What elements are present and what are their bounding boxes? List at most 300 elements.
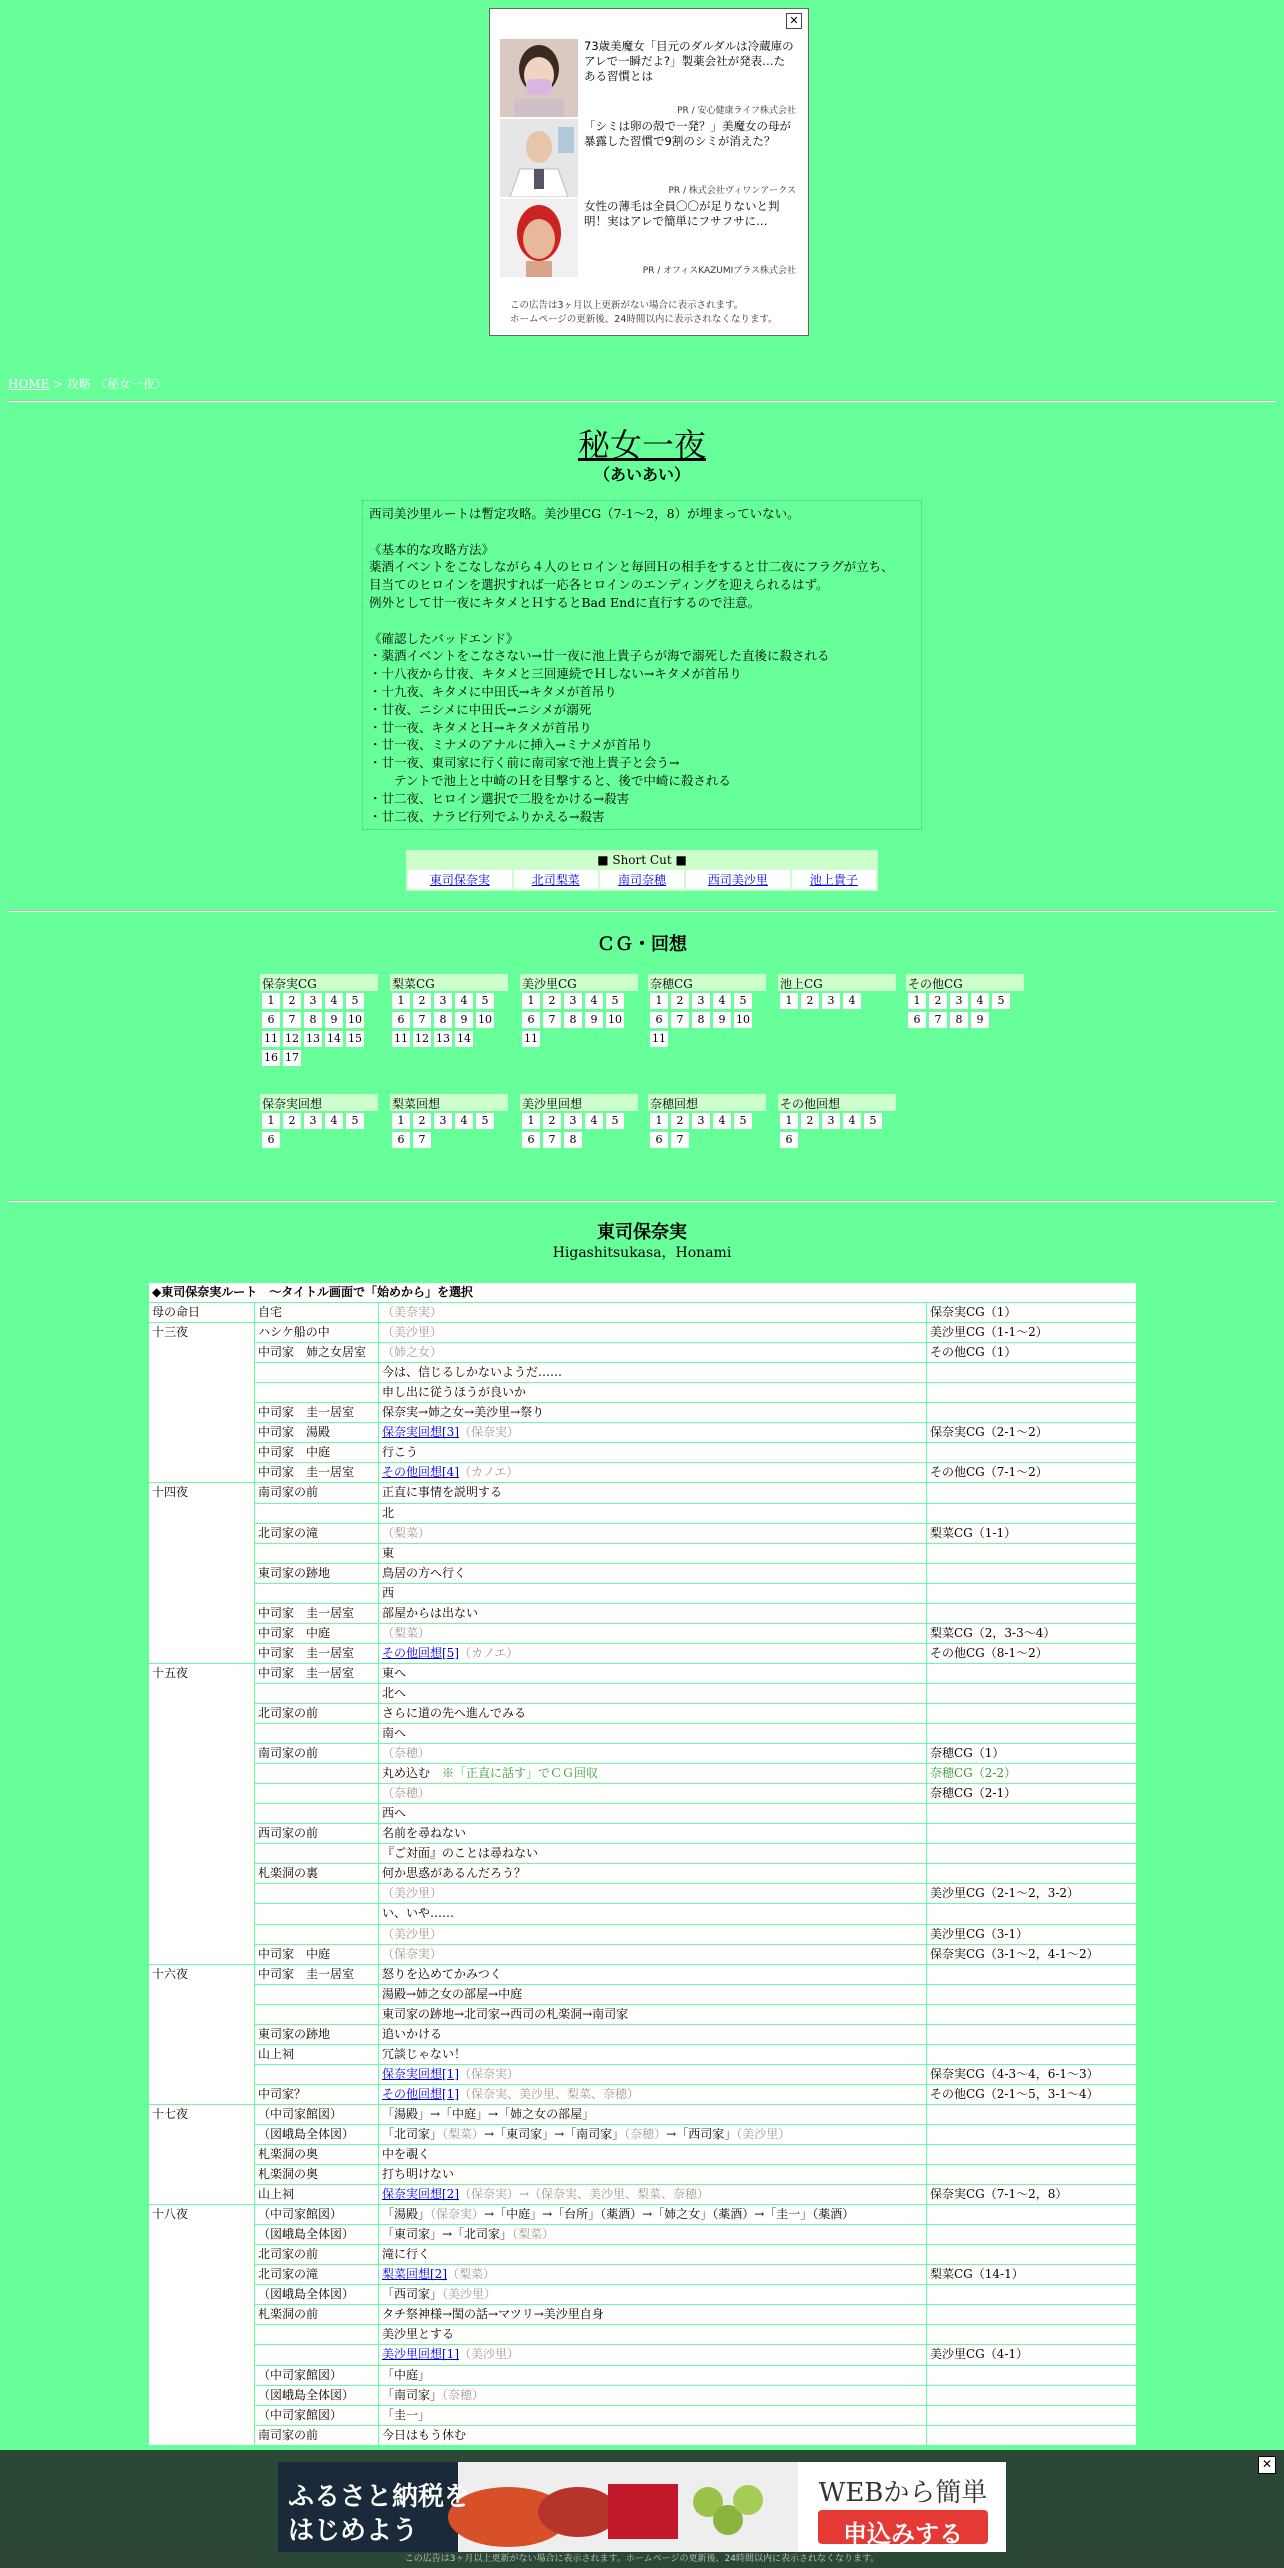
cell-text: 保奈実CG（2-1～2） [930,1425,1048,1440]
result-cell [927,2145,1137,2165]
cg-cell[interactable]: 6 [262,1132,280,1148]
cell-text: （カノエ） [459,1465,519,1480]
action-cell [379,1623,927,1643]
table-row [149,2245,1137,2265]
cg-cell[interactable]: 4 [713,993,731,1009]
cg-group-heading: 奈穂CG [648,974,766,991]
kaiso-link[interactable]: 梨菜回想[2] [382,2267,447,2282]
cg-cell[interactable]: 6 [522,1012,540,1028]
action-cell [379,2024,927,2044]
result-cell [927,2345,1137,2365]
cg-cell[interactable]: 11 [524,1032,538,1045]
cg-cell[interactable]: 1 [522,1113,540,1129]
ad-pr: PR / オフィスKAZUMIプラス株式会社 [642,266,796,276]
cg-cell[interactable]: 8 [434,1012,452,1028]
cg-group-heading: 保奈実回想 [260,1094,378,1111]
cell-text: 打ち明けない [382,2167,455,2182]
divider [8,1200,1276,1202]
cg-cell[interactable]: 5 [606,1113,624,1129]
place-cell: （図峨島全体図） [255,2225,379,2245]
bad-end-line: ・廿二夜、ヒロイン選択で二股をかける→殺害 [369,790,630,806]
cg-cell[interactable]: 7 [671,1132,689,1148]
shortcut-link-misari[interactable]: 西司美沙里 [707,873,768,887]
cg-cell[interactable]: 8 [692,1012,710,1028]
cg-cell[interactable]: 7 [413,1132,431,1148]
place-cell: （中司家館図） [255,2405,379,2425]
cg-cell[interactable]: 1 [262,1113,280,1129]
cg-cell[interactable]: 8 [950,1012,968,1028]
cg-cell[interactable]: 5 [346,993,364,1009]
cg-cell[interactable]: 13 [306,1032,320,1045]
cg-cell[interactable]: 3 [564,1113,582,1129]
cg-cell[interactable]: 3 [304,993,322,1009]
bottom-ad-cta-button[interactable]: 申込みする [843,2519,963,2548]
ad-text[interactable]: 73歳美魔女「目元のダルダルは冷蔵庫のアレで一瞬だよ?」製薬会社が発表…たある習慣とは [584,39,794,83]
place-cell: 自宅 [255,1303,379,1323]
cg-cell[interactable]: 17 [285,1051,299,1064]
table-row [149,2145,1137,2165]
cg-cell[interactable]: 4 [971,993,989,1009]
place-cell: 南司家の前 [255,1744,379,1764]
place-cell: 中司家 湯殿 [255,1423,379,1443]
cell-text: 保奈実CG（3-1～2，4-1～2） [930,1946,1099,1961]
result-cell [927,2104,1137,2124]
cg-cell[interactable]: 3 [822,1113,840,1129]
cg-cell[interactable]: 16 [264,1051,278,1064]
cell-text: 怒りを込めてかみつく [382,1966,502,1981]
cg-group [520,974,638,1049]
cell-text: 美沙里CG（3-1） [930,1926,1029,1941]
action-cell [379,1703,927,1723]
cg-cell[interactable]: 2 [543,1113,561,1129]
cg-cell[interactable]: 9 [585,1012,603,1028]
bad-end-line: ・廿二夜、ナラビ行列でふりかえる→殺害 [369,808,605,824]
table-row [149,1423,1137,1443]
result-cell [927,2425,1137,2445]
cg-cell[interactable]: 2 [413,993,431,1009]
cg-cell[interactable]: 6 [392,1012,410,1028]
place-cell: 北司家の滝 [255,2265,379,2285]
cg-cells [390,1111,508,1150]
kaiso-link[interactable]: 美沙里回想[1] [382,2347,459,2362]
shortcut-link-naho[interactable]: 南司奈穂 [617,873,666,887]
cg-cell[interactable]: 3 [822,993,840,1009]
action-cell [379,1784,927,1804]
cg-group-heading: その他CG [906,974,1024,991]
action-cell [379,2064,927,2084]
cg-group [520,1094,638,1150]
result-cell [927,1303,1137,1323]
top-ad[interactable] [489,8,809,336]
result-cell [927,1784,1137,1804]
shortcut-cell [514,870,598,889]
result-cell [927,1663,1137,1683]
table-row [149,2124,1137,2144]
cg-cell[interactable]: 1 [392,993,410,1009]
shortcut-cell [686,870,790,889]
result-cell [927,1824,1137,1844]
table-row [149,1904,1137,1924]
result-cell [927,1483,1137,1503]
action-cell [379,1964,927,1984]
cell-text: その他CG（8-1～2） [930,1645,1048,1660]
cg-cell[interactable]: 6 [650,1132,668,1148]
cg-cell[interactable]: 3 [950,993,968,1009]
cell-text: 「南司家」 [382,2387,443,2402]
cg-cell[interactable]: 4 [455,993,473,1009]
cg-cell[interactable]: 9 [455,1012,473,1028]
place-cell [255,1884,379,1904]
kaiso-link[interactable]: 保奈実回想[1] [382,2066,459,2081]
shortcut-heading: ■ Short Cut ■ [408,852,876,868]
cell-text: 東司家の跡地→北司家→西司の札楽洞→南司家 [382,2006,629,2021]
ad-close-icon[interactable]: ✕ [786,13,802,29]
action-cell [379,1884,927,1904]
place-cell: 南司家の前 [255,1483,379,1503]
result-cell [927,1383,1137,1403]
cg-cell[interactable]: 2 [283,1113,301,1129]
place-cell: 東司家の跡地 [255,2024,379,2044]
cg-group-heading: 保奈実CG [260,974,378,991]
shortcut-cell [792,870,876,889]
cg-cell[interactable]: 7 [413,1012,431,1028]
cg-cell[interactable]: 14 [457,1032,471,1045]
ad-thumb-doctor [500,119,578,197]
action-cell [379,1463,927,1483]
ad-text[interactable]: 女性の薄毛は全員〇〇が足りないと判明！実はアレで簡単にフサフサに… [584,199,780,228]
table-row [149,1703,1137,1723]
table-row [149,1523,1137,1543]
cg-cell[interactable]: 13 [436,1032,450,1045]
result-cell [927,1403,1137,1423]
cg-cell[interactable]: 2 [671,1113,689,1129]
action-cell [379,1423,927,1443]
action-cell [379,2385,927,2405]
cg-cell[interactable]: 8 [564,1012,582,1028]
cg-cell[interactable]: 11 [264,1032,278,1045]
action-cell [379,1363,927,1383]
cg-group [648,974,766,1049]
ad-pr: PR / 株式会社ヴィワンアークス [668,186,796,196]
table-row [149,1824,1137,1844]
cg-cell[interactable]: 4 [843,993,861,1009]
table-row [149,1643,1137,1663]
cell-text: 湯殿→姉之女の部屋→中庭 [382,1986,523,2001]
cell-text: （保奈実） [459,1425,520,1440]
action-cell [379,2145,927,2165]
cg-cell[interactable]: 9 [971,1012,989,1028]
cg-cell[interactable]: 5 [734,1113,752,1129]
result-cell [927,1463,1137,1483]
action-cell [379,1643,927,1663]
cg-cell[interactable]: 4 [713,1113,731,1129]
cg-cell[interactable]: 9 [325,1012,343,1028]
cg-cell[interactable]: 1 [908,993,926,1009]
divider [8,400,1276,402]
table-row [149,1623,1137,1643]
cell-text: その他CG（7-1～2） [930,1465,1048,1480]
cell-text: 美沙里CG（2-1～2，3-2） [930,1886,1080,1901]
cell-text: （奈穂） [382,1746,431,1761]
cell-text: →「東司家」→「南司家」 [484,2126,625,2141]
table-row [149,1363,1137,1383]
table-row [149,1543,1137,1563]
cg-cell[interactable]: 6 [522,1132,540,1148]
cg-cells [260,991,378,1068]
result-cell [927,1523,1137,1543]
breadcrumb [8,375,167,392]
shortcut-cell [600,870,684,889]
cell-text: その他CG（1） [930,1345,1017,1360]
kaiso-link[interactable]: その他回想[4] [382,1465,459,1480]
cell-text: 追いかける [382,2026,443,2041]
cell-text: 中を覗く [382,2147,431,2162]
cg-cell[interactable]: 2 [671,993,689,1009]
cg-cell[interactable]: 5 [864,1113,882,1129]
result-cell [927,1543,1137,1563]
cg-cell[interactable]: 1 [780,1113,798,1129]
cg-cell[interactable]: 5 [606,993,624,1009]
cg-cell[interactable]: 9 [713,1012,731,1028]
cg-cell[interactable]: 2 [929,993,947,1009]
place-cell: 中司家 中庭 [255,1944,379,1964]
place-cell [255,1724,379,1744]
kaiso-link[interactable]: その他回想[1] [382,2086,459,2101]
cg-cell[interactable]: 5 [346,1113,364,1129]
cell-text: 梨菜CG（14-1） [930,2267,1024,2282]
ad-note-line: ホームページの更新後、24時間以内に表示されなくなります。 [510,314,778,325]
cg-cell[interactable]: 1 [650,1113,668,1129]
cg-cell[interactable]: 3 [564,993,582,1009]
basic-strategy-line: 薬酒イベントをこなしながら４人のヒロインと毎回Ｈの相手をすると廿二夜にフラグが立ち、 [369,559,894,575]
cg-cell[interactable]: 6 [780,1132,798,1148]
cg-group-heading: 梨菜回想 [390,1094,508,1111]
action-cell [379,1383,927,1403]
cell-text: 保奈実CG（4-3～4，6-1～3） [930,2066,1099,2081]
cg-cell[interactable]: 8 [564,1132,582,1148]
result-cell [927,2084,1137,2104]
cg-cells [906,991,1024,1030]
cg-cell[interactable]: 3 [434,993,452,1009]
place-cell: 西司家の前 [255,1824,379,1844]
place-cell: 北司家の前 [255,2245,379,2265]
place-cell: 中司家 中庭 [255,1623,379,1643]
place-cell [255,2345,379,2365]
action-cell [379,2044,927,2064]
cg-cell[interactable]: 3 [304,1113,322,1129]
cg-cell[interactable]: 7 [671,1012,689,1028]
ad-item[interactable] [500,199,800,279]
cell-text: 部屋からは出ない [382,1605,479,1620]
table-row [149,1864,1137,1884]
cg-cell[interactable]: 2 [801,993,819,1009]
cg-cells [648,1111,766,1150]
cg-cell[interactable]: 1 [522,993,540,1009]
ad-item[interactable] [500,119,800,199]
cg-cell[interactable]: 10 [608,1013,622,1026]
cg-cell[interactable]: 4 [585,1113,603,1129]
action-cell [379,1764,927,1784]
page-title-reading: （あいあい） [593,465,690,484]
cg-cell[interactable]: 1 [262,993,280,1009]
action-cell [379,2225,927,2245]
table-row [149,2265,1137,2285]
shortcut-link-honami[interactable]: 東司保奈実 [429,873,490,887]
night-cell: 十六夜 [149,1964,255,2104]
basic-strategy-heading: 《基本的な攻略方法》 [369,541,495,557]
place-cell: 札楽洞の奥 [255,2165,379,2185]
cell-text: 南へ [382,1726,407,1741]
cg-group [260,1094,378,1150]
place-cell: （中司家館図） [255,2365,379,2385]
bottom-ad-close-icon[interactable]: ✕ [1258,2456,1276,2474]
cell-text: 申し出に従うほうが良いか [382,1385,527,1400]
cell-text: （カノエ） [459,1645,519,1660]
cg-cell[interactable]: 11 [652,1032,666,1045]
action-cell [379,2285,927,2305]
cg-cell[interactable]: 4 [455,1113,473,1129]
table-row [149,1663,1137,1683]
result-cell [927,2124,1137,2144]
cell-text: （保奈実） [430,2207,485,2222]
cg-cell[interactable]: 10 [736,1013,750,1026]
cg-cells [390,991,508,1049]
cg-cell[interactable]: 14 [327,1032,341,1045]
cell-text: （梨菜） [382,1525,431,1540]
cell-text: 「湯殿」→「中庭」→「姉之女の部屋」 [382,2106,595,2121]
place-cell: （図峨島全体図） [255,2385,379,2405]
table-row [149,1603,1137,1623]
cg-cell[interactable]: 8 [304,1012,322,1028]
divider [8,910,1276,912]
cell-text: 「西司家」 [382,2287,443,2302]
cg-cell[interactable]: 7 [929,1012,947,1028]
cg-cell[interactable]: 5 [734,993,752,1009]
night-cell: 十七夜 [149,2104,255,2204]
kaiso-link[interactable]: 保奈実回想[3] [382,1425,459,1440]
table-row [149,1764,1137,1784]
action-cell [379,1543,927,1563]
cell-text: 名前を尋ねない [382,1826,467,1841]
cg-cell[interactable]: 12 [285,1032,299,1045]
cg-cell[interactable]: 4 [325,1113,343,1129]
bottom-ad-banner[interactable] [278,2462,1006,2552]
cg-cell[interactable]: 10 [478,1013,492,1026]
kaiso-link[interactable]: 保奈実回想[2] [382,2187,459,2202]
table-row [149,1964,1137,1984]
cg-cell[interactable]: 2 [801,1113,819,1129]
table-row [149,1343,1137,1363]
cell-text: （美沙里） [382,1926,443,1941]
table-row [149,1563,1137,1583]
cg-cell[interactable]: 7 [543,1132,561,1148]
place-cell: 山上祠 [255,2044,379,2064]
cg-cell[interactable]: 6 [262,1012,280,1028]
place-cell [255,2064,379,2084]
cg-cell[interactable]: 7 [283,1012,301,1028]
cg-cell[interactable]: 5 [992,993,1010,1009]
result-cell [927,1563,1137,1583]
result-cell [927,2245,1137,2265]
cg-cell[interactable]: 3 [692,1113,710,1129]
shortcut-link-rina[interactable]: 北司梨菜 [531,873,580,887]
breadcrumb-home-link[interactable]: HOME [8,377,50,391]
cg-cell[interactable]: 10 [348,1013,362,1026]
cg-cell[interactable]: 6 [392,1132,410,1148]
cell-text: 「中庭」 [382,2367,431,2382]
kaiso-link[interactable]: その他回想[5] [382,1645,459,1660]
table-row [149,1583,1137,1603]
action-cell [379,2305,927,2325]
cg-cell[interactable]: 6 [650,1012,668,1028]
result-cell [927,1764,1137,1784]
bad-end-line: テントで池上と中崎のＨを目撃すると、後で中崎に殺される [369,772,731,788]
cg-cell[interactable]: 1 [392,1113,410,1129]
result-cell [927,1904,1137,1924]
cg-cell[interactable]: 5 [476,1113,494,1129]
cg-cell[interactable]: 4 [325,993,343,1009]
result-cell [927,1724,1137,1744]
place-cell: 中司家 圭一居室 [255,1643,379,1663]
shortcut-link-ikegami[interactable]: 池上貴子 [809,873,858,887]
night-cell: 母の命日 [149,1303,255,1323]
cg-cell[interactable]: 3 [434,1113,452,1129]
place-cell: 中司家？ [255,2084,379,2104]
cg-group-heading: 美沙里回想 [520,1094,638,1111]
result-cell [927,1984,1137,2004]
cg-cell[interactable]: 4 [585,993,603,1009]
cg-cell[interactable]: 15 [348,1032,362,1045]
table-row [149,1383,1137,1403]
cell-text: 保奈実→姉之女→美沙里→祭り [382,1405,545,1420]
cg-cell[interactable]: 4 [843,1113,861,1129]
result-cell [927,2044,1137,2064]
cell-text: 冗談じゃない！ [382,2046,467,2061]
result-cell [927,1924,1137,1944]
ad-item[interactable] [500,39,800,119]
cg-cell[interactable]: 1 [780,993,798,1009]
cg-cell[interactable]: 6 [908,1012,926,1028]
cell-text: 美沙里CG（1-1～2） [930,1325,1048,1340]
place-cell: （中司家館図） [255,2205,379,2225]
result-cell [927,2225,1137,2245]
cg-cell[interactable]: 3 [692,993,710,1009]
action-cell [379,2405,927,2425]
cg-cell[interactable]: 7 [543,1012,561,1028]
result-cell [927,1343,1137,1363]
ad-thumb-woman-mask [500,39,578,117]
cg-cell[interactable]: 2 [413,1113,431,1129]
ad-text[interactable]: 「シミは卵の殻で一発？」美魔女の母が暴露した習慣で9割のシミが消えた？ [584,119,791,148]
cg-cell[interactable]: 2 [543,993,561,1009]
action-cell [379,1844,927,1864]
place-cell: 中司家 中庭 [255,1443,379,1463]
shortcut-table [406,850,878,891]
cg-cell[interactable]: 1 [650,993,668,1009]
cg-cell[interactable]: 11 [394,1032,408,1045]
basic-strategy-line: 例外として廿一夜にキタメとＨするとBad Endに直行するので注意。 [369,594,761,610]
result-cell [927,1423,1137,1443]
cell-text: （梨菜） [447,2267,496,2282]
cell-text: 梨菜CG（2，3-3～4） [930,1625,1056,1640]
place-cell: （図峨島全体図） [255,2285,379,2305]
table-row [149,1303,1137,1323]
cg-cell[interactable]: 2 [283,993,301,1009]
cg-cell[interactable]: 12 [415,1032,429,1045]
place-cell [255,2004,379,2024]
action-cell [379,1443,927,1463]
cg-cell[interactable]: 5 [476,993,494,1009]
